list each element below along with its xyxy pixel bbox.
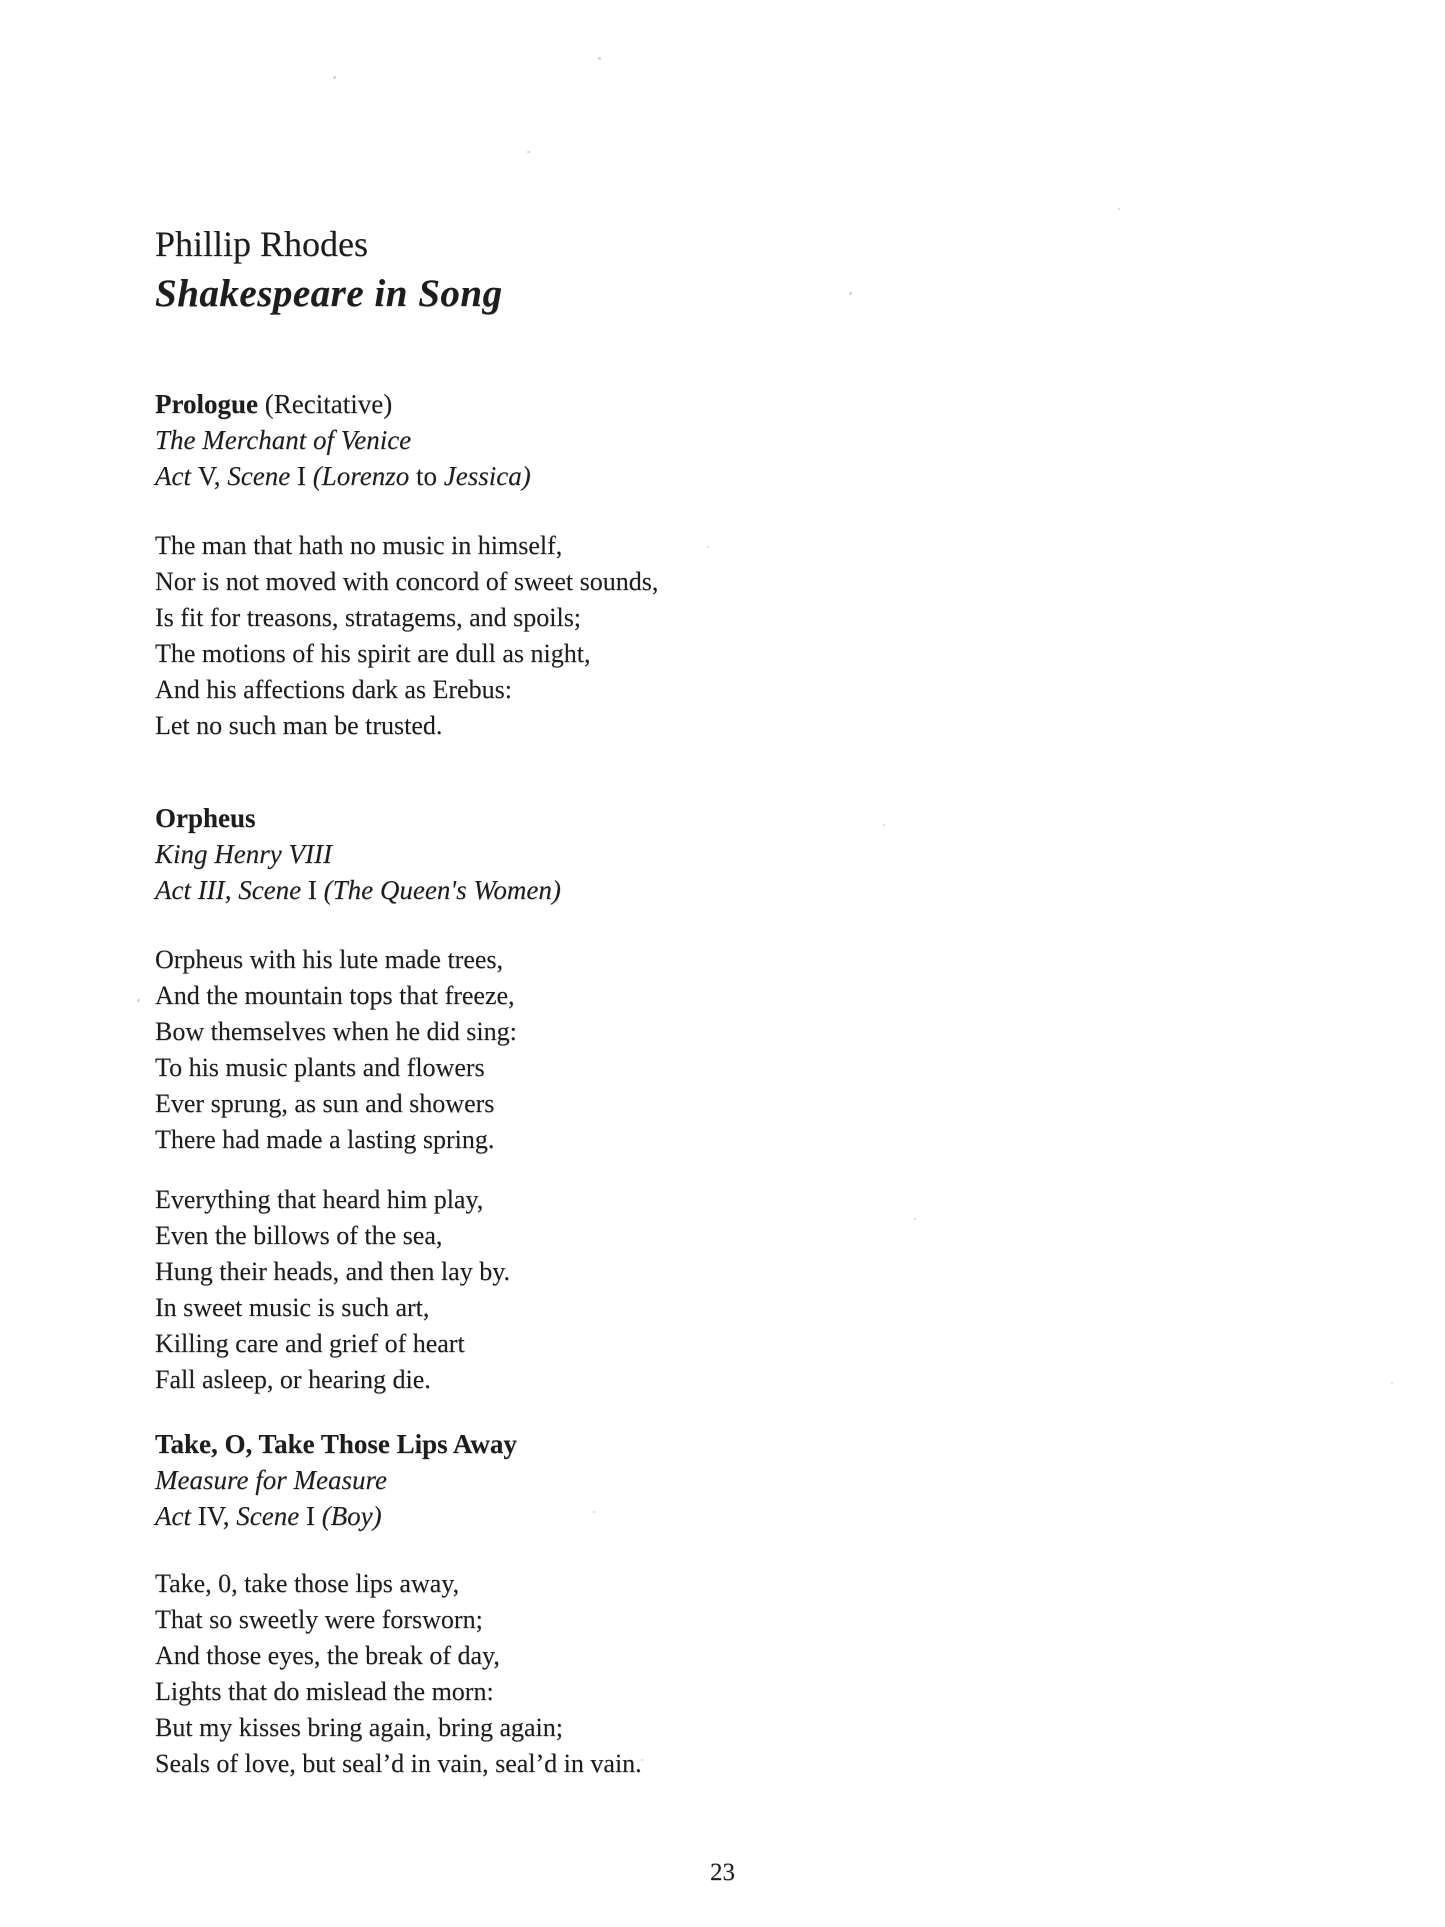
poem-line: Even the billows of the sea, xyxy=(155,1221,443,1250)
song-section-header-orpheus xyxy=(155,800,561,908)
poem-line: And the mountain tops that freeze, xyxy=(155,981,515,1010)
scan-speck xyxy=(593,1511,595,1513)
source-play: The Merchant of Venice xyxy=(155,425,412,455)
scan-speck xyxy=(1118,208,1120,210)
source-play: Measure for Measure xyxy=(155,1465,387,1495)
poem-line: Fall asleep, or hearing die. xyxy=(155,1365,431,1394)
poem-line: Let no such man be trusted. xyxy=(155,711,443,740)
scan-speck xyxy=(849,292,852,295)
scan-speck xyxy=(641,1759,643,1761)
scene-attribution: Act V, Scene I (Lorenzo to Jessica) xyxy=(155,461,531,491)
poem-line: Ever sprung, as sun and showers xyxy=(155,1089,495,1118)
scan-speck xyxy=(527,151,530,153)
scene-attribution: Act IV, Scene I (Boy) xyxy=(155,1501,382,1531)
work-header xyxy=(155,222,503,317)
poem-line: Lights that do mislead the morn: xyxy=(155,1677,494,1706)
poem-line: In sweet music is such art, xyxy=(155,1293,430,1322)
source-play: King Henry VIII xyxy=(155,839,332,869)
song-section-header-take xyxy=(155,1426,517,1534)
song-title: Orpheus xyxy=(155,803,256,833)
poem-line: And his affections dark as Erebus: xyxy=(155,675,512,704)
song-title: Take, O, Take Those Lips Away xyxy=(155,1429,517,1459)
song-section-header-prologue xyxy=(155,386,531,494)
scan-speck xyxy=(333,76,336,79)
poem-line: That so sweetly were forsworn; xyxy=(155,1605,483,1634)
scan-speck xyxy=(914,1218,916,1220)
stanza xyxy=(155,1182,510,1398)
page-number: 23 xyxy=(710,1859,735,1886)
composer-name: Phillip Rhodes xyxy=(155,224,369,264)
scene-attribution: Act III, Scene I (The Queen's Women) xyxy=(155,875,561,905)
poem-line: Hung their heads, and then lay by. xyxy=(155,1257,510,1286)
poem-line: The man that hath no music in himself, xyxy=(155,531,563,560)
scan-speck xyxy=(1391,1382,1393,1384)
poem-line: But my kisses bring again, bring again; xyxy=(155,1713,564,1742)
poem-line: Everything that heard him play, xyxy=(155,1185,484,1214)
poem-line: Is fit for treasons, stratagems, and spoils; xyxy=(155,603,582,632)
poem-line: To his music plants and flowers xyxy=(155,1053,485,1082)
poem-line: There had made a lasting spring. xyxy=(155,1125,495,1154)
poem-line: Killing care and grief of heart xyxy=(155,1329,465,1358)
song-title: Prologue (Recitative) xyxy=(155,389,393,419)
poem-line: The motions of his spirit are dull as night, xyxy=(155,639,591,668)
poem-line: Orpheus with his lute made trees, xyxy=(155,945,504,974)
stanza xyxy=(155,528,658,744)
work-title: Shakespeare in Song xyxy=(155,272,503,315)
scan-speck xyxy=(598,57,601,60)
stanza xyxy=(155,942,517,1158)
scan-speck xyxy=(707,546,709,548)
scan-speck xyxy=(883,824,885,826)
poem-line: Take, 0, take those lips away, xyxy=(155,1569,460,1598)
scan-speck xyxy=(137,999,140,1002)
poem-line: Bow themselves when he did sing: xyxy=(155,1017,517,1046)
stanza xyxy=(155,1566,642,1782)
poem-line: Nor is not moved with concord of sweet sounds, xyxy=(155,567,659,596)
poem-line: Seals of love, but seal’d in vain, seal’d in vain. xyxy=(155,1749,642,1778)
poem-line: And those eyes, the break of day, xyxy=(155,1641,500,1670)
